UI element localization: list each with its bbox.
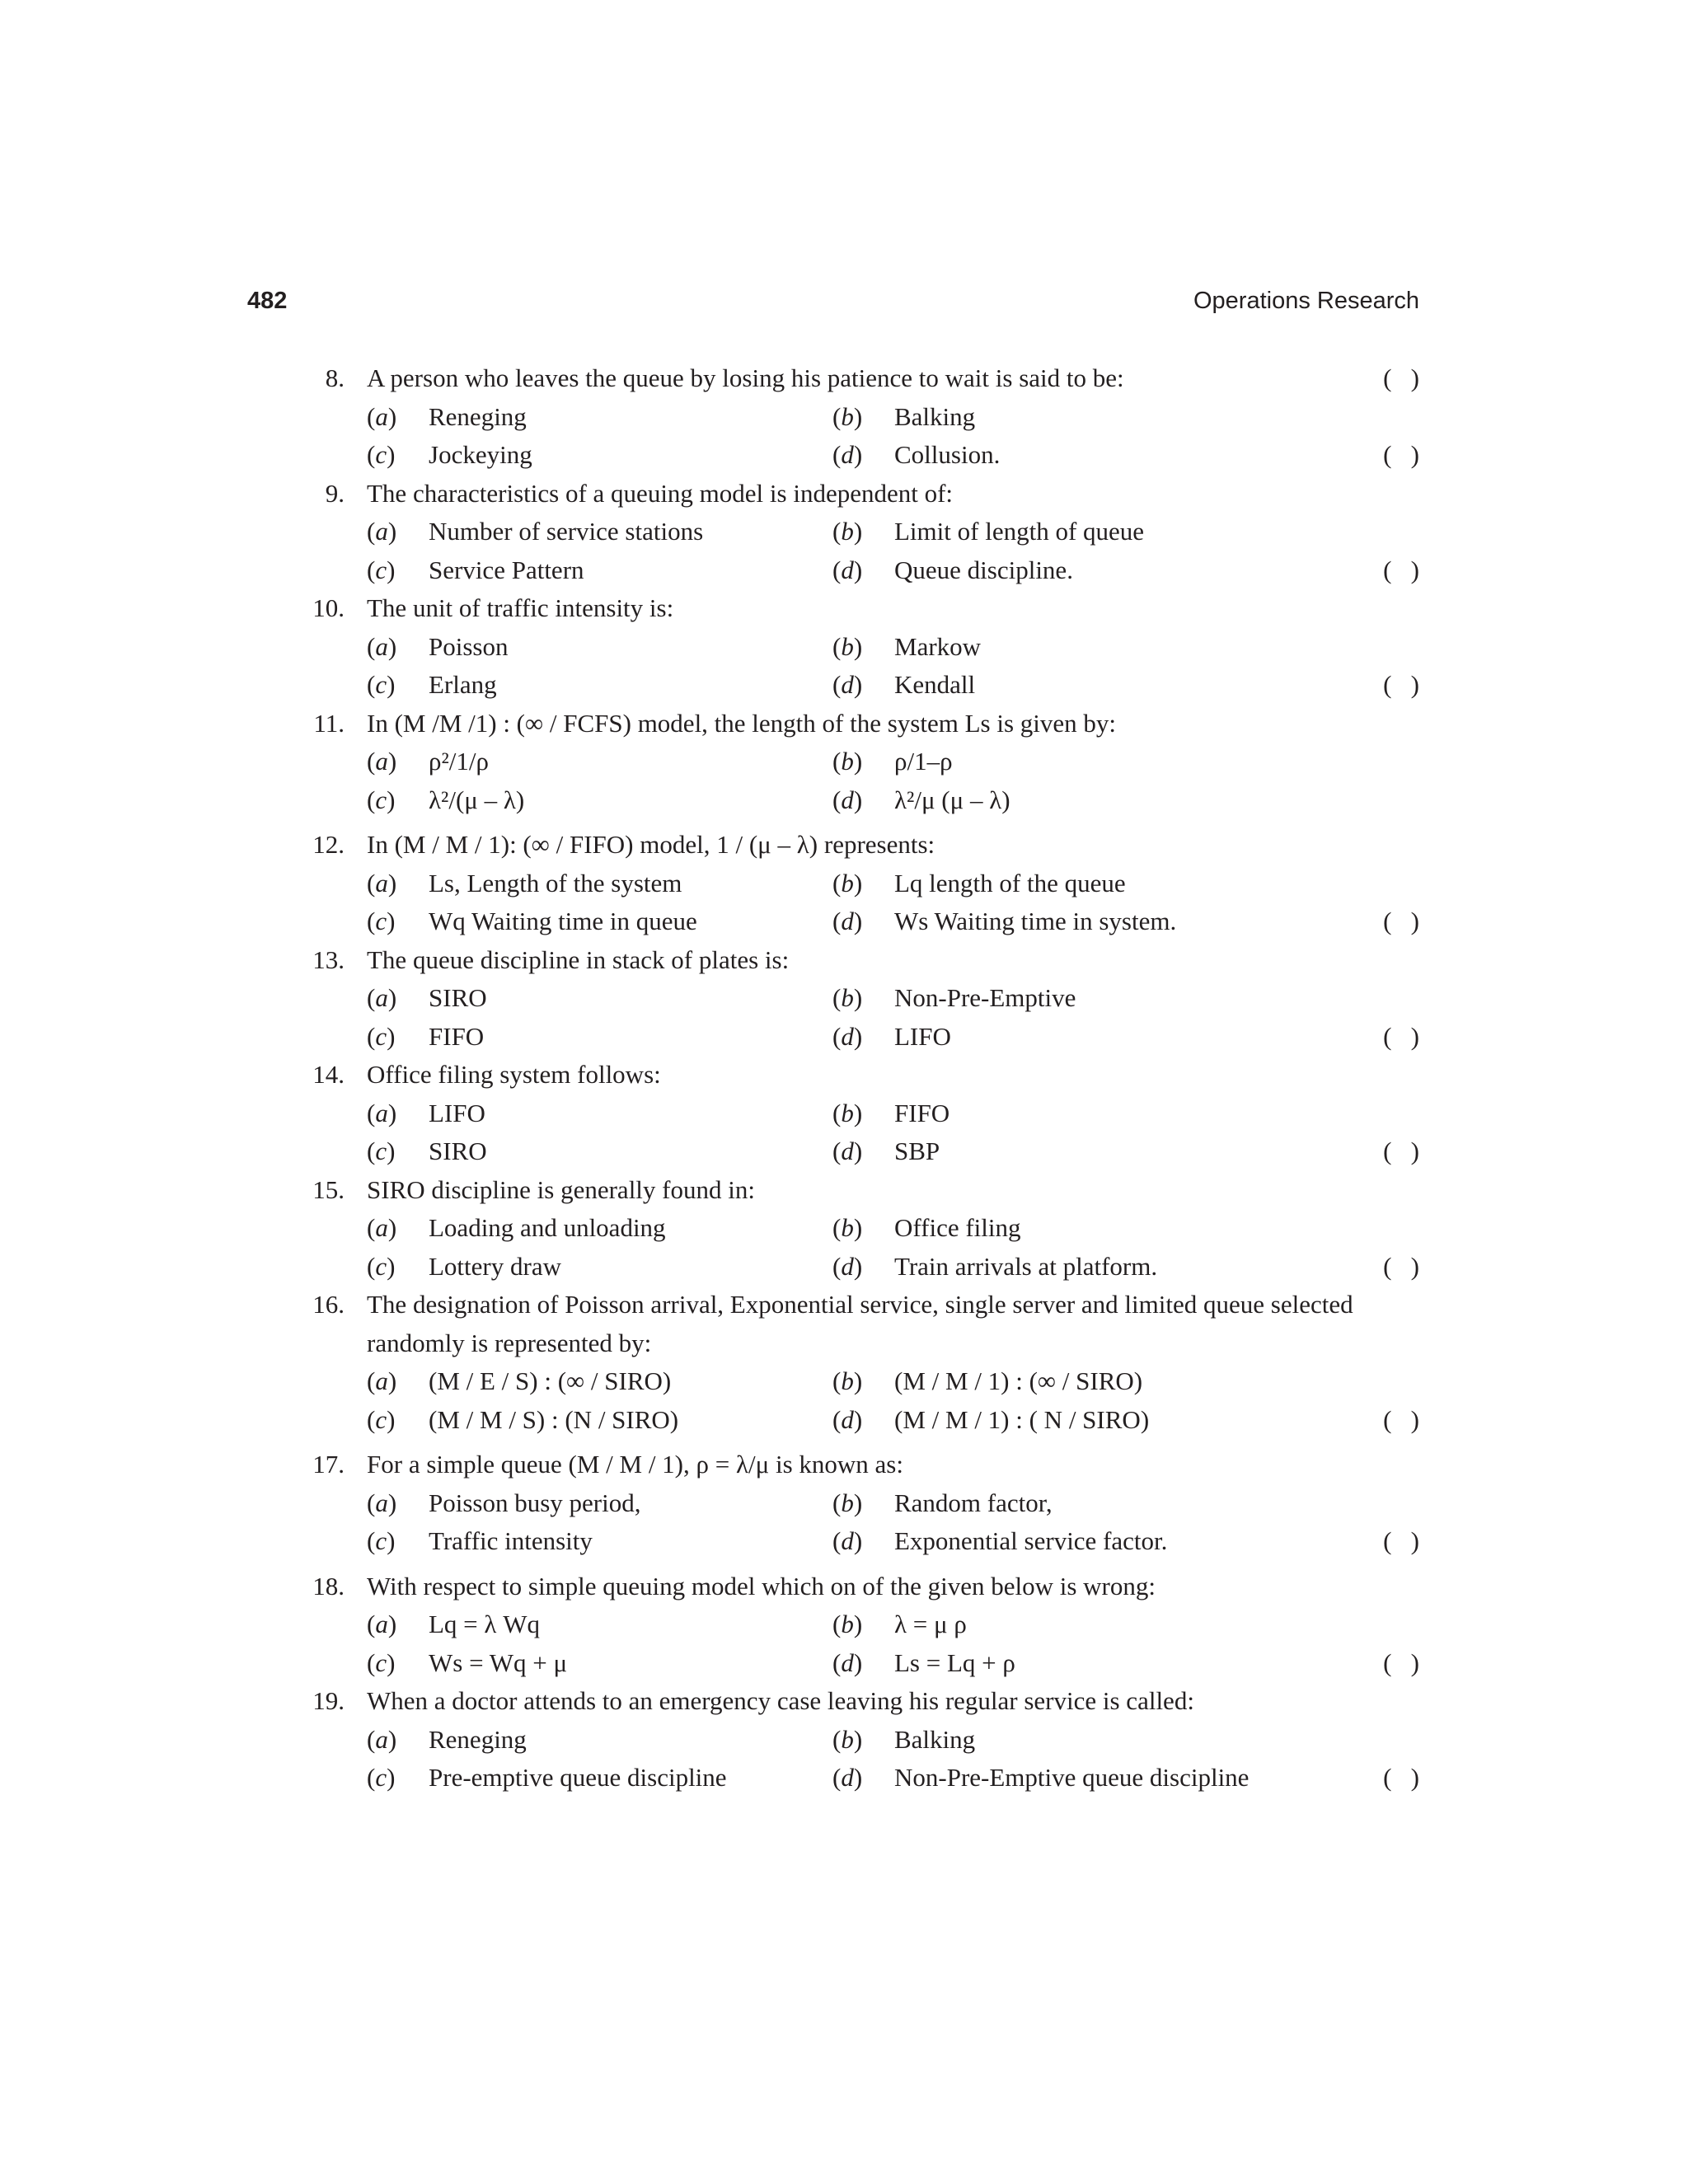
option-text: Wq Waiting time in queue: [429, 907, 697, 935]
option-letter: (d): [832, 670, 863, 699]
answer-bracket: ( ): [1383, 1021, 1419, 1051]
option-letter-value: a: [375, 747, 388, 776]
answer-option: [832, 628, 1419, 667]
option-grid: [367, 979, 1419, 1056]
question-item: [297, 941, 1419, 1057]
question-item: [297, 1056, 1419, 1171]
option-letter-value: d: [841, 440, 854, 469]
option-letter: (c): [367, 907, 396, 935]
option-letter: (c): [367, 1404, 396, 1434]
answer-option: [832, 1362, 1419, 1401]
question-number: 16.: [312, 1290, 345, 1319]
question-item: [297, 1446, 1419, 1561]
option-letter-value: b: [841, 1366, 854, 1395]
option-letter: (a): [367, 983, 397, 1012]
option-letter-value: c: [375, 1647, 387, 1677]
option-text: Service Pattern: [429, 555, 584, 584]
answer-bracket: ( ): [1383, 1526, 1419, 1555]
option-letter: (d): [832, 907, 863, 935]
option-letter-value: b: [841, 517, 854, 546]
answer-option: [367, 902, 832, 941]
question-item: [297, 1682, 1419, 1797]
answer-option: [367, 1484, 832, 1523]
option-letter: (a): [367, 1098, 397, 1127]
option-text: λ²/μ (μ – λ): [894, 785, 1010, 814]
question-text: The characteristics of a queuing model is independent of:: [367, 478, 954, 508]
question-text: In (M / M / 1): (∞ / FIFO) model, 1 / (μ – λ) represents:: [367, 830, 935, 859]
question-number: 15.: [312, 1174, 345, 1204]
option-text: ρ/1–ρ: [894, 747, 953, 776]
option-text: Office filing: [894, 1213, 1021, 1242]
option-letter-value: c: [375, 670, 387, 699]
option-letter: (b): [832, 1213, 863, 1242]
option-letter: (b): [832, 401, 863, 431]
option-text: FIFO: [429, 1021, 485, 1051]
answer-option: [367, 865, 832, 903]
option-grid: [367, 628, 1419, 705]
option-grid: [367, 1094, 1419, 1171]
option-letter-value: c: [375, 785, 387, 814]
answer-option: [832, 551, 1419, 590]
answer-option: [367, 1094, 832, 1133]
option-letter-value: d: [841, 907, 854, 935]
option-letter-value: c: [375, 1021, 387, 1051]
question-number: 13.: [312, 944, 345, 974]
answer-option: [367, 551, 832, 590]
option-letter-value: d: [841, 1404, 854, 1434]
option-text: (M / M / 1) : (∞ / SIRO): [894, 1366, 1143, 1395]
option-letter: (d): [832, 440, 863, 469]
option-text: Ls = Lq + ρ: [894, 1647, 1015, 1677]
option-text: Lq = λ Wq: [429, 1610, 540, 1638]
option-letter-value: d: [841, 1526, 854, 1555]
option-letter-value: b: [841, 868, 854, 898]
answer-option: [367, 1248, 832, 1286]
answer-bracket: ( ): [1383, 907, 1419, 935]
option-letter: (d): [832, 785, 863, 814]
option-letter-value: c: [375, 1763, 387, 1792]
option-letter-value: a: [375, 631, 388, 661]
option-text: (M / E / S) : (∞ / SIRO): [429, 1366, 672, 1395]
answer-bracket: ( ): [1383, 1647, 1419, 1677]
answer-option: [832, 398, 1419, 437]
option-letter-value: c: [375, 440, 387, 469]
option-letter: (d): [832, 1763, 863, 1792]
option-text: Random factor,: [894, 1488, 1053, 1517]
option-letter: (c): [367, 1251, 396, 1281]
option-letter: (b): [832, 517, 863, 546]
option-letter-value: d: [841, 785, 854, 814]
question-text: Office filing system follows:: [367, 1060, 661, 1089]
question-item: [297, 1286, 1419, 1439]
option-letter: (a): [367, 401, 397, 431]
option-letter-value: a: [375, 983, 388, 1012]
option-letter: (d): [832, 1251, 863, 1281]
answer-option: [367, 398, 832, 437]
option-letter: (c): [367, 1647, 396, 1677]
question-number: 17.: [312, 1450, 345, 1479]
question-number: 8.: [325, 363, 345, 392]
option-letter: (b): [832, 747, 863, 776]
page-header: [247, 288, 1419, 321]
option-text: ρ²/1/ρ: [429, 747, 489, 776]
option-letter-value: a: [375, 1488, 388, 1517]
answer-option: [367, 436, 832, 475]
question-list: [297, 359, 1419, 1797]
option-letter: (a): [367, 1366, 397, 1395]
answer-option: [832, 1522, 1419, 1561]
option-text: Lottery draw: [429, 1251, 561, 1281]
option-text: Balking: [894, 1724, 976, 1754]
option-grid: [367, 1209, 1419, 1286]
question-number: 12.: [312, 830, 345, 859]
option-letter: (a): [367, 517, 397, 546]
answer-option: [832, 1484, 1419, 1523]
answer-option: [832, 1759, 1419, 1797]
option-grid: [367, 865, 1419, 941]
option-text: Balking: [894, 401, 976, 431]
answer-option: [367, 979, 832, 1018]
option-letter: (c): [367, 1137, 396, 1165]
answer-option: [832, 1605, 1419, 1644]
answer-option: [367, 1132, 832, 1171]
option-text: Traffic intensity: [429, 1526, 593, 1555]
option-text: Ws = Wq + μ: [429, 1647, 568, 1677]
question-number: 18.: [312, 1571, 345, 1601]
option-text: λ = μ ρ: [894, 1610, 967, 1638]
option-grid: [367, 1721, 1419, 1797]
question-number: 19.: [312, 1686, 345, 1715]
option-letter-value: d: [841, 1137, 854, 1165]
answer-option: [832, 513, 1419, 551]
question-item: [297, 705, 1419, 820]
answer-option: [832, 436, 1419, 475]
answer-option: [832, 666, 1419, 705]
answer-bracket: ( ): [1383, 670, 1419, 699]
option-text: Ws Waiting time in system.: [894, 907, 1177, 935]
option-text: Kendall: [894, 670, 976, 699]
option-text: Non-Pre-Emptive: [894, 983, 1076, 1012]
answer-bracket: ( ): [1383, 555, 1419, 584]
answer-bracket: ( ): [1383, 1251, 1419, 1281]
option-text: SBP: [894, 1137, 940, 1165]
option-grid: [367, 1362, 1419, 1439]
option-text: Reneging: [429, 401, 527, 431]
answer-option: [832, 1132, 1419, 1171]
answer-option: [367, 1018, 832, 1057]
option-letter: (b): [832, 983, 863, 1012]
option-text: (M / M / 1) : ( N / SIRO): [894, 1404, 1150, 1434]
option-letter-value: a: [375, 401, 388, 431]
option-text: Poisson busy period,: [429, 1488, 641, 1517]
question-text: When a doctor attends to an emergency case leaving his regular service is called:: [367, 1686, 1194, 1715]
option-letter-value: a: [375, 868, 388, 898]
answer-option: [832, 865, 1419, 903]
option-text: Pre-emptive queue discipline: [429, 1763, 727, 1792]
answer-bracket: ( ): [1383, 363, 1419, 392]
option-letter: (c): [367, 440, 396, 469]
option-letter: (d): [832, 1526, 863, 1555]
option-letter-value: d: [841, 1763, 854, 1792]
page-number: 482: [247, 288, 288, 314]
option-letter-value: a: [375, 1366, 388, 1395]
answer-option: [832, 781, 1419, 820]
option-letter-value: a: [375, 1610, 388, 1638]
option-letter: (b): [832, 1366, 863, 1395]
option-letter: (a): [367, 1213, 397, 1242]
question-number: 9.: [325, 478, 345, 508]
option-grid: [367, 513, 1419, 589]
option-letter-value: c: [375, 907, 387, 935]
option-text: SIRO: [429, 1137, 487, 1165]
option-text: LIFO: [429, 1098, 485, 1127]
option-text: Collusion.: [894, 440, 1001, 469]
question-text: The unit of traffic intensity is:: [367, 593, 674, 622]
option-text: Poisson: [429, 631, 509, 661]
answer-option: [832, 743, 1419, 781]
question-item: [297, 1171, 1419, 1286]
option-letter-value: d: [841, 1021, 854, 1051]
option-letter-value: b: [841, 1213, 854, 1242]
answer-bracket: ( ): [1383, 1404, 1419, 1434]
answer-bracket: ( ): [1383, 1763, 1419, 1792]
option-grid: [367, 1605, 1419, 1682]
option-letter-value: c: [375, 1251, 387, 1281]
option-letter-value: d: [841, 555, 854, 584]
option-letter-value: b: [841, 1610, 854, 1638]
answer-option: [832, 1721, 1419, 1760]
option-grid: [367, 398, 1419, 475]
question-text: For a simple queue (M / M / 1), ρ = λ/μ is known as:: [367, 1450, 903, 1479]
option-letter: (c): [367, 670, 396, 699]
answer-bracket: ( ): [1383, 440, 1419, 469]
running-title: Operations Research: [1193, 288, 1419, 314]
option-text: FIFO: [894, 1098, 950, 1127]
option-text: Non-Pre-Emptive queue discipline: [894, 1763, 1250, 1792]
question-item: [297, 475, 1419, 590]
option-text: Ls, Length of the system: [429, 868, 682, 898]
answer-option: [832, 1209, 1419, 1248]
answer-option: [367, 1721, 832, 1760]
option-letter: (d): [832, 1137, 863, 1165]
option-letter: (a): [367, 747, 397, 776]
answer-option: [832, 1018, 1419, 1057]
question-text: The designation of Poisson arrival, Exponential service, single server and limited queue selected randomly is represented by:: [367, 1290, 1353, 1357]
option-text: LIFO: [894, 1021, 951, 1051]
option-letter-value: b: [841, 1724, 854, 1754]
answer-option: [367, 1759, 832, 1797]
option-text: (M / M / S) : (N / SIRO): [429, 1404, 679, 1434]
answer-option: [367, 1522, 832, 1561]
option-text: λ²/(μ – λ): [429, 785, 525, 814]
question-item: [297, 359, 1419, 475]
option-letter: (d): [832, 1404, 863, 1434]
question-number: 14.: [312, 1060, 345, 1089]
option-letter: (d): [832, 1647, 863, 1677]
question-text: The queue discipline in stack of plates is:: [367, 944, 790, 974]
option-letter-value: a: [375, 1098, 388, 1127]
option-letter-value: c: [375, 1526, 387, 1555]
option-letter: (c): [367, 785, 396, 814]
option-letter-value: b: [841, 983, 854, 1012]
question-item: [297, 1568, 1419, 1683]
option-text: Lq length of the queue: [894, 868, 1126, 898]
option-letter-value: d: [841, 1251, 854, 1281]
question-item: [297, 826, 1419, 941]
option-letter-value: a: [375, 1724, 388, 1754]
option-letter: (c): [367, 1021, 396, 1051]
option-letter: (a): [367, 1724, 397, 1754]
question-text: SIRO discipline is generally found in:: [367, 1174, 755, 1204]
option-letter-value: b: [841, 1098, 854, 1127]
option-text: Markow: [894, 631, 982, 661]
option-grid: [367, 1484, 1419, 1561]
question-number: 10.: [312, 593, 345, 622]
option-letter-value: c: [375, 1137, 387, 1165]
option-letter-value: d: [841, 670, 854, 699]
option-letter: (b): [832, 868, 863, 898]
option-letter: (b): [832, 1724, 863, 1754]
option-letter: (b): [832, 631, 863, 661]
option-text: Erlang: [429, 670, 497, 699]
option-letter: (d): [832, 555, 863, 584]
option-text: Limit of length of queue: [894, 517, 1145, 546]
option-letter-value: b: [841, 1488, 854, 1517]
answer-option: [832, 902, 1419, 941]
answer-option: [367, 781, 832, 820]
question-text: A person who leaves the queue by losing his patience to wait is said to be:: [367, 363, 1124, 392]
option-letter: (a): [367, 1610, 397, 1638]
option-grid: [367, 743, 1419, 819]
answer-option: [832, 1248, 1419, 1286]
answer-option: [832, 1094, 1419, 1133]
option-letter: (d): [832, 1021, 863, 1051]
option-letter: (c): [367, 1763, 396, 1792]
option-letter: (c): [367, 1526, 396, 1555]
answer-option: [367, 1362, 832, 1401]
option-letter-value: c: [375, 555, 387, 584]
option-letter-value: a: [375, 517, 388, 546]
question-number: 11.: [313, 708, 345, 738]
question-text: With respect to simple queuing model which on of the given below is wrong:: [367, 1571, 1156, 1601]
answer-option: [367, 1605, 832, 1644]
answer-option: [367, 1209, 832, 1248]
answer-option: [367, 513, 832, 551]
answer-option: [832, 1401, 1419, 1440]
option-text: Number of service stations: [429, 517, 704, 546]
option-text: Exponential service factor.: [894, 1526, 1168, 1555]
option-letter: (b): [832, 1610, 863, 1638]
option-text: Queue discipline.: [894, 555, 1073, 584]
option-letter: (c): [367, 555, 396, 584]
option-letter: (a): [367, 868, 397, 898]
option-letter-value: b: [841, 747, 854, 776]
question-text: In (M /M /1) : (∞ / FCFS) model, the length of the system Ls is given by:: [367, 708, 1117, 738]
option-text: Reneging: [429, 1724, 527, 1754]
option-text: Jockeying: [429, 440, 532, 469]
answer-option: [367, 743, 832, 781]
option-letter: (b): [832, 1488, 863, 1517]
question-item: [297, 589, 1419, 705]
answer-option: [367, 628, 832, 667]
option-letter-value: b: [841, 631, 854, 661]
answer-option: [367, 666, 832, 705]
option-letter: (b): [832, 1098, 863, 1127]
option-letter-value: d: [841, 1647, 854, 1677]
option-letter: (a): [367, 1488, 397, 1517]
answer-option: [367, 1401, 832, 1440]
answer-option: [367, 1644, 832, 1683]
answer-bracket: ( ): [1383, 1137, 1419, 1165]
option-text: Train arrivals at platform.: [894, 1251, 1158, 1281]
option-text: SIRO: [429, 983, 487, 1012]
option-letter-value: a: [375, 1213, 388, 1242]
option-letter: (a): [367, 631, 397, 661]
option-text: Loading and unloading: [429, 1213, 666, 1242]
answer-option: [832, 979, 1419, 1018]
answer-option: [832, 1644, 1419, 1683]
option-letter-value: b: [841, 401, 854, 431]
option-letter-value: c: [375, 1404, 387, 1434]
